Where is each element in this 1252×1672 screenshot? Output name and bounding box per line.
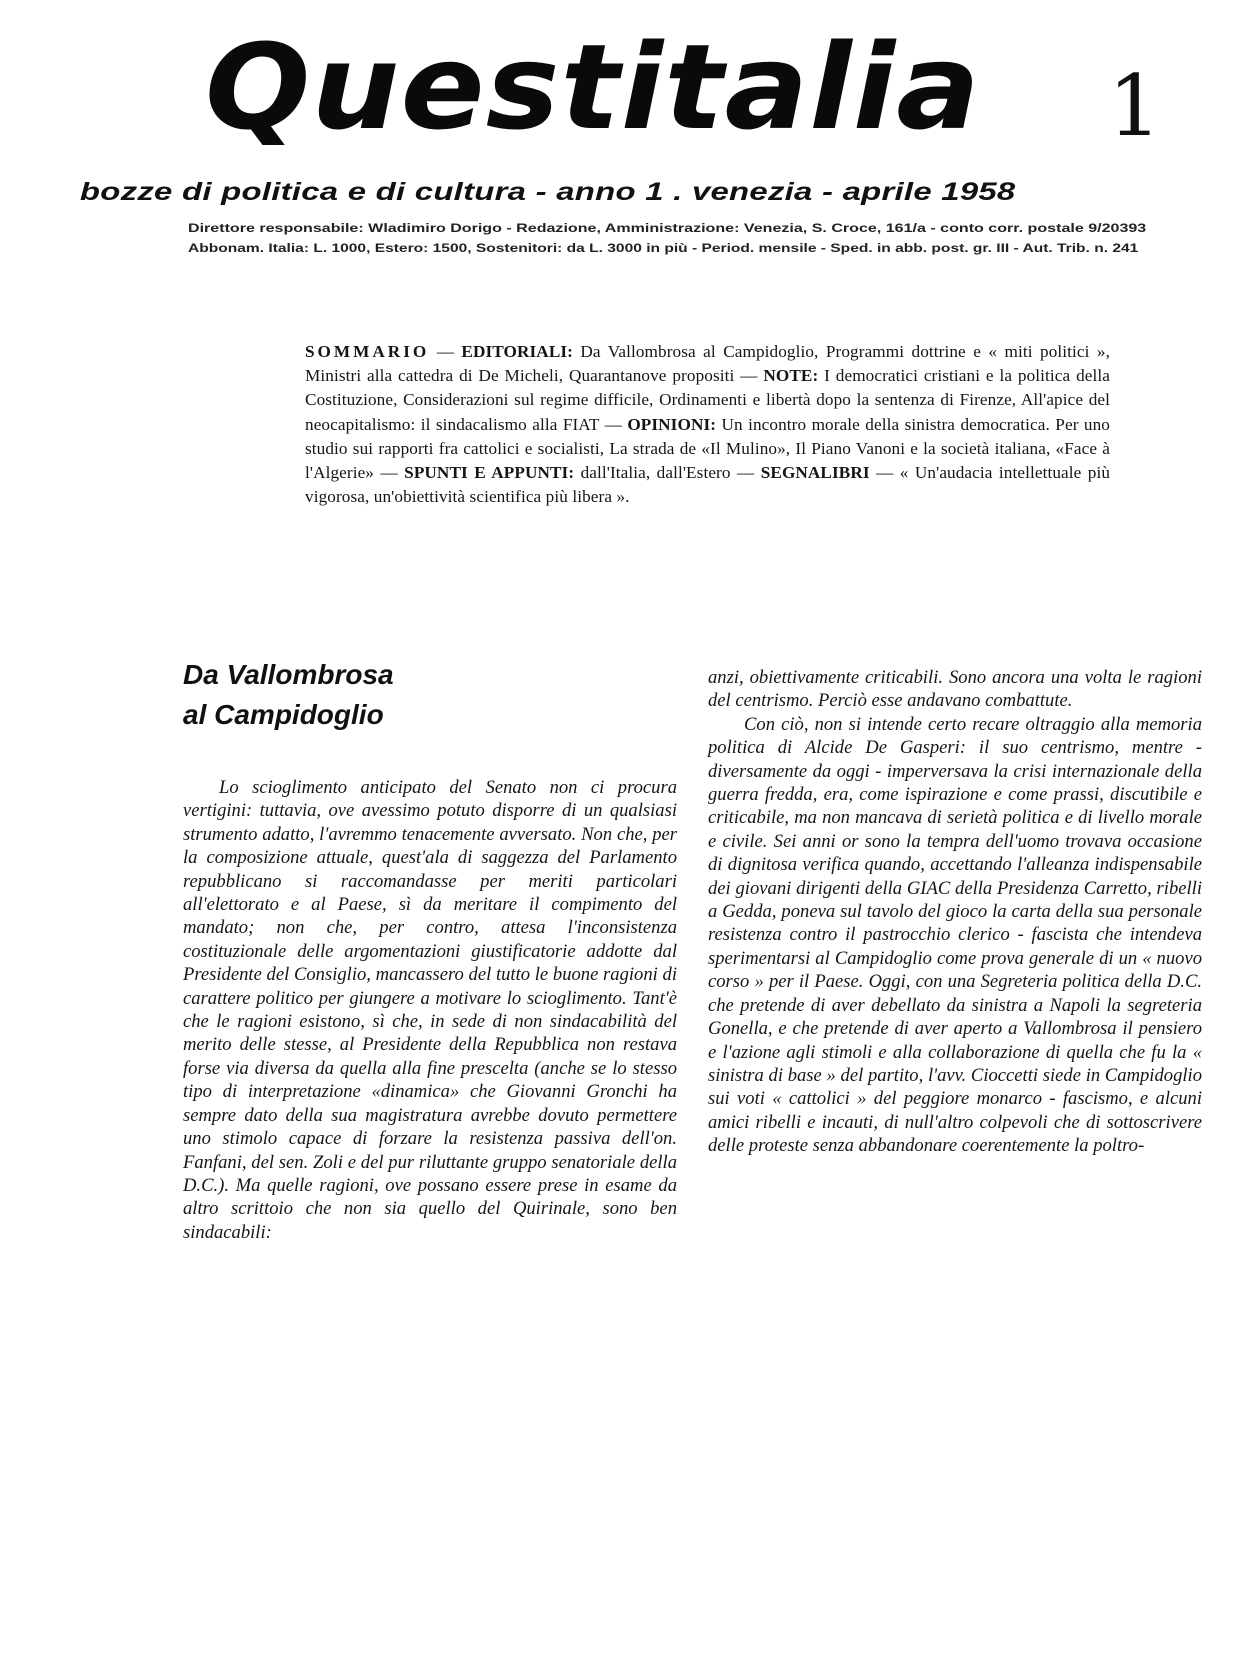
- headline-line-2: al Campidoglio: [183, 699, 384, 730]
- summary-dash: —: [380, 463, 405, 483]
- summary-dash: —: [869, 463, 894, 483]
- summary-label: SOMMARIO: [305, 342, 430, 361]
- article-right-column: [708, 666, 1202, 1158]
- article-left-column: [183, 776, 677, 1244]
- article-headline: [183, 655, 394, 735]
- summary-section-name: SPUNTI E APPUNTI:: [404, 463, 575, 483]
- imprint-line-2: Abbonam. Italia: L. 1000, Estero: 1500, Sostenitori: da L. 3000 in più - Period. mensile - Sped. in abb. post. gr. III - Aut. Trib. n. 241: [188, 242, 1139, 255]
- issue-number: 1: [1108, 57, 1162, 155]
- left-column-paragraph: Lo scioglimento anticipato del Senato non ci procura vertigini: tuttavia, ove avessimo potuto disporre di un qualsiasi strumento adatto, l'avremmo tenacemente avversato. Non che, per la composizione attuale, quest'ala di saggezza del Parlamento repubblicano si raccomandasse per meriti particolari all'elettorato e al Paese, sì da meritare il compimento del mandato; non che, per contro, attesa l'inconsistenza costituzionale delle argomentazioni giustificatorie addotte dal Presidente del Consiglio, mancassero del tutto le buone ragioni di carattere politico per giungere a motivare lo scioglimento. Tant'è che le ragioni esistono, sì che, in sede di non sindacabilità del merito delle stesse, al Presidente della Repubblica non restava forse via diversa da quella alla fine prescelta (anche se lo stesso tipo di interpretazione «dinamica» che Giovanni Gronchi ha sempre dato della sua magistratura avrebbe dovuto permettere uno stimolo capace di forzare la resistenza passiva dell'on. Fanfani, del sen. Zoli e del pur riluttante gruppo senatoriale della D.C.). Ma quelle ragioni, ove possano essere prese in esame da altro scrittoio che non sia quello del Quirinale, sono ben sindacabili:: [183, 777, 677, 1243]
- summary-dash: —: [737, 463, 761, 483]
- summary-section-name: EDITORIALI:: [461, 342, 573, 361]
- right-column-paragraph-1: anzi, obiettivamente criticabili. Sono ancora una volta le ragioni del centrismo. Perciò esse andavano combattute.: [708, 667, 1202, 712]
- right-column-paragraph-2: Con ciò, non si intende certo recare oltraggio alla memoria politica di Alcide De Gasperi: il suo centrismo, mentre - diversamente da oggi - imperversava la crisi internazionale della guerra fredda, era, come ispirazione e come prassi, discutibile e criticabile, ma non mancava di serietà politica e di livello morale e civile. Sei anni or sono la tempra dell'uomo trovava occasione di dignitosa verifica quando, accettando l'alleanza indispensabile dei giovani dirigenti della GIAC della Presidenza Carretto, ribelli a Gedda, poneva sul tavolo del gioco la carta della sua personale resistenza contro il pastrocchio clerico - fascista che intendeva sperimentarsi al Campidoglio come prova generale di un « nuovo corso » per il Paese. Oggi, con una Segreteria politica della D.C. che pretende di aver debellato da sinistra a Napoli la segreteria Gonella, e che pretende di aver aperto a Vallombrosa il pensiero e l'azione agli stimoli e alla collaborazione di quella che fu la « sinistra di base » del partito, l'avv. Cioccetti siede in Campidoglio sui voti « cattolici » del peggiore monarco - fascismo, e alcuni amici ribelli e incauti, di null'altro colpevoli che di sottoscrivere delle proteste senza abbandonare coerentemente la poltro-: [708, 713, 1202, 1157]
- summary-section-text: Da Vallombrosa al Campidoglio, Programmi dottrine e « miti politici », Ministri alla cattedra di De Micheli, Quarantanove propositi: [305, 342, 1111, 386]
- summary-section-name: OPINIONI:: [627, 414, 717, 434]
- summary-section-text: « Un'audacia intellettuale più vigorosa, un'obiettività scientifica più libera ».: [305, 463, 1111, 507]
- summary-section-name: NOTE:: [763, 366, 819, 386]
- summary-section-name: SEGNALIBRI: [760, 463, 870, 483]
- summary-block: [305, 340, 1110, 509]
- subtitle-line: bozze di politica e di cultura - anno 1 . venezia - aprile 1958: [79, 178, 1016, 206]
- masthead-title: Questitalia: [205, 18, 981, 156]
- summary-dash: —: [436, 342, 462, 361]
- summary-section-text: Un incontro morale della sinistra democratica. Per uno studio sui rapporti fra cattolici e socialisti, La strada de «Il Mulino», Il Piano Vanoni e la società italiana, «Face à l'Algerie»: [305, 414, 1111, 483]
- headline-line-1: Da Vallombrosa: [183, 659, 394, 690]
- summary-dash: —: [740, 366, 764, 386]
- imprint-line-1: Direttore responsabile: Wladimiro Dorigo - Redazione, Amministrazione: Venezia, S. Croce, 161/a - conto corr. postale 9/20393: [188, 222, 1147, 235]
- summary-section-text: dall'Italia, dall'Estero: [574, 463, 737, 483]
- summary-dash: —: [604, 414, 628, 434]
- summary-section-text: I democratici cristiani e la politica della Costituzione, Considerazioni sul regime difficile, Ordinamenti e libertà dopo la sentenza di Firenze, All'apice del neocapitalismo: il sindacalismo alla FIAT: [305, 366, 1110, 434]
